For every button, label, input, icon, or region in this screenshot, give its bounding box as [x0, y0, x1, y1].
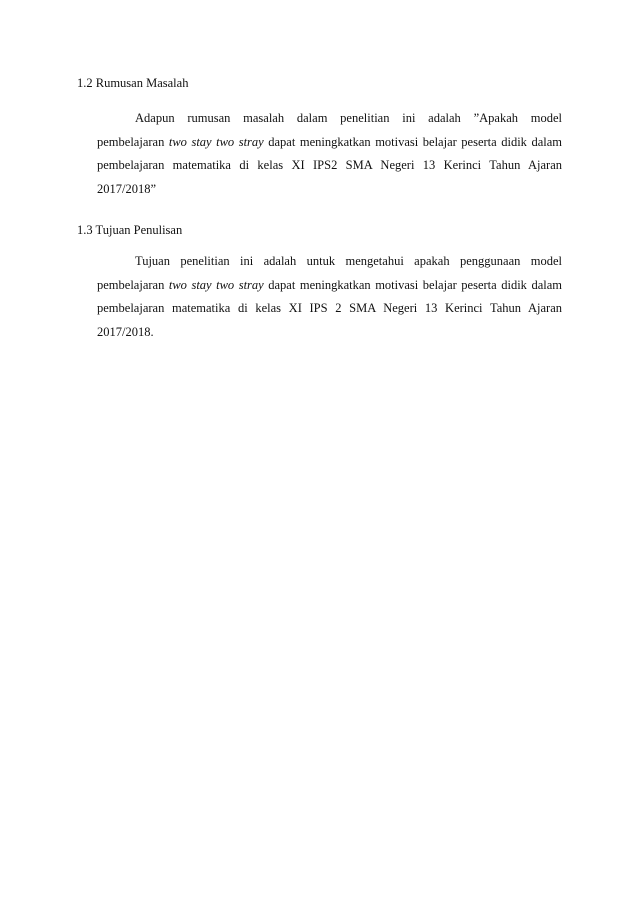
- text-run: pembelajaran matematika di kelas XI IPS 2 SMA Negeri 13 Kerinci Tahun Ajaran: [97, 301, 562, 315]
- italic-term: two stay two stray: [168, 134, 264, 149]
- paragraph-line: [97, 131, 562, 155]
- paragraph-rumusan-masalah: [97, 107, 562, 201]
- text-run: dapat meningkatkan motivasi belajar peserta didik dalam: [263, 277, 562, 292]
- paragraph-line: [97, 107, 562, 131]
- text-run: dapat meningkatkan motivasi belajar peserta didik dalam: [263, 134, 562, 149]
- paragraph-line: [97, 154, 562, 178]
- italic-term: two stay two stray: [168, 277, 264, 292]
- text-run: pembelajaran matematika di kelas XI IPS2 SMA Negeri 13 Kerinci Tahun Ajaran: [97, 158, 562, 172]
- paragraph-tujuan-penulisan: [97, 250, 562, 344]
- section-heading-tujuan-penulisan: 1.3 Tujuan Penulisan: [77, 223, 183, 237]
- paragraph-line: [97, 321, 562, 345]
- paragraph-line: [97, 250, 562, 274]
- text-run: pembelajaran: [97, 134, 169, 149]
- text-run: Adapun rumusan masalah dalam penelitian ini adalah ”Apakah model: [135, 111, 562, 125]
- paragraph-line: [97, 178, 562, 202]
- paragraph-line: [97, 297, 562, 321]
- text-run: Tujuan penelitian ini adalah untuk mengetahui apakah penggunaan model: [135, 254, 562, 268]
- section-heading-rumusan-masalah: 1.2 Rumusan Masalah: [77, 76, 189, 90]
- text-run: 2017/2018.: [97, 324, 154, 339]
- text-run: pembelajaran: [97, 277, 169, 292]
- paragraph-line: [97, 274, 562, 298]
- text-run: 2017/2018”: [97, 181, 157, 196]
